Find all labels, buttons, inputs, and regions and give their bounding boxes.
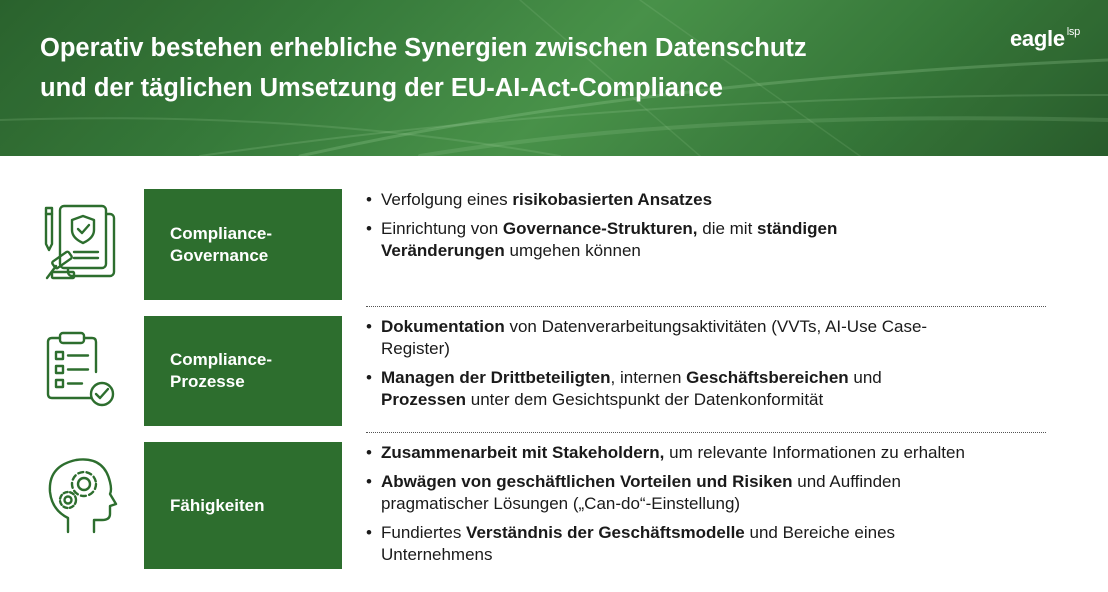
bullet-line <box>381 471 1056 493</box>
text-run-bold: Prozessen <box>381 390 467 409</box>
category-label <box>170 223 272 267</box>
bullet-line <box>381 544 1056 566</box>
text-run-bold: Governance-Strukturen, <box>502 219 698 238</box>
text-run-bold: Geschäftsbereichen <box>686 368 849 387</box>
bullet-line <box>381 240 1056 262</box>
category-label-line: Compliance- <box>170 350 273 369</box>
logo-suffix: lsp <box>1066 25 1080 38</box>
category-box-compliance-prozesse <box>144 316 342 426</box>
dotted-divider <box>366 432 1046 433</box>
text-run: Verfolgung eines <box>381 190 513 209</box>
category-label <box>170 495 264 517</box>
text-run-bold: Zusammenarbeit mit Stakeholdern, <box>381 443 665 462</box>
text-run: um relevante Informationen zu erhalten <box>664 443 965 462</box>
category-label-line: Fähigkeiten <box>170 495 265 515</box>
text-run: von Datenverarbeitungsaktivitäten (VVTs, AI-Use Case- <box>504 317 928 336</box>
text-run-bold: Dokumentation <box>381 317 505 336</box>
text-run: und Auffinden <box>792 472 901 491</box>
bullet-item <box>366 522 1056 566</box>
bullet-line <box>381 442 1056 464</box>
text-run-bold: risikobasierten Ansatzes <box>512 190 713 209</box>
bullet-line <box>381 522 1056 544</box>
text-run-bold: Verständnis der Geschäftsmodelle <box>466 523 745 542</box>
governance-document-shield-gavel-icon <box>38 200 122 284</box>
bullet-item <box>366 189 1056 211</box>
bullet-line <box>381 389 1056 411</box>
title-line: und der täglichen Umsetzung der EU-AI-Act-Compliance <box>40 74 723 102</box>
category-box-compliance-governance <box>144 189 342 300</box>
bullet-line <box>381 367 1056 389</box>
text-run-bold: ständigen <box>757 219 838 238</box>
text-run: unter dem Gesichtspunkt der Datenkonformität <box>466 390 824 409</box>
text-run: und Bereiche eines <box>744 523 896 542</box>
bullet-line <box>381 316 1056 338</box>
text-run-bold: Abwägen von geschäftlichen Vorteilen und Risiken <box>381 472 793 491</box>
text-run: umgehen können <box>504 241 641 260</box>
page-title <box>40 28 940 108</box>
text-run: die mit <box>697 219 758 238</box>
bullet-line <box>381 493 1056 515</box>
bullet-list-faehigkeiten <box>366 442 1056 573</box>
bullet-item <box>366 316 1056 360</box>
text-run: Einrichtung von <box>381 219 503 238</box>
category-label-line: Governance <box>170 245 269 265</box>
bullet-line <box>381 189 1056 211</box>
category-box-faehigkeiten <box>144 442 342 569</box>
clipboard-checklist-icon <box>38 328 122 412</box>
bullet-list-prozesse <box>366 316 1056 418</box>
bullet-list-governance <box>366 189 1056 269</box>
title-line: Operativ bestehen erhebliche Synergien zwischen Datenschutz <box>40 34 807 62</box>
text-run-bold: Managen der Drittbeteiligten <box>381 368 611 387</box>
category-label <box>170 349 272 393</box>
bullet-line <box>381 218 1056 240</box>
text-run: Register) <box>381 339 450 358</box>
category-label-line: Compliance- <box>170 223 273 243</box>
text-run: Unternehmens <box>381 545 493 564</box>
dotted-divider <box>366 306 1046 307</box>
eagle-lsp-logo <box>1010 26 1080 52</box>
bullet-item <box>366 471 1056 515</box>
text-run-bold: Veränderungen <box>381 241 505 260</box>
header-banner <box>0 0 1108 156</box>
bullet-line <box>381 338 1056 360</box>
bullet-item <box>366 442 1056 464</box>
bullet-item <box>366 367 1056 411</box>
text-run: , internen <box>610 368 687 387</box>
text-run: pragmatischer Lösungen („Can-do“-Einstellung) <box>381 494 741 513</box>
bullet-item <box>366 218 1056 262</box>
text-run: und <box>848 368 882 387</box>
text-run: Fundiertes <box>381 523 467 542</box>
head-gears-icon <box>38 452 122 536</box>
category-label-line: Prozesse <box>170 372 245 391</box>
logo-name: eagle <box>1010 26 1065 51</box>
